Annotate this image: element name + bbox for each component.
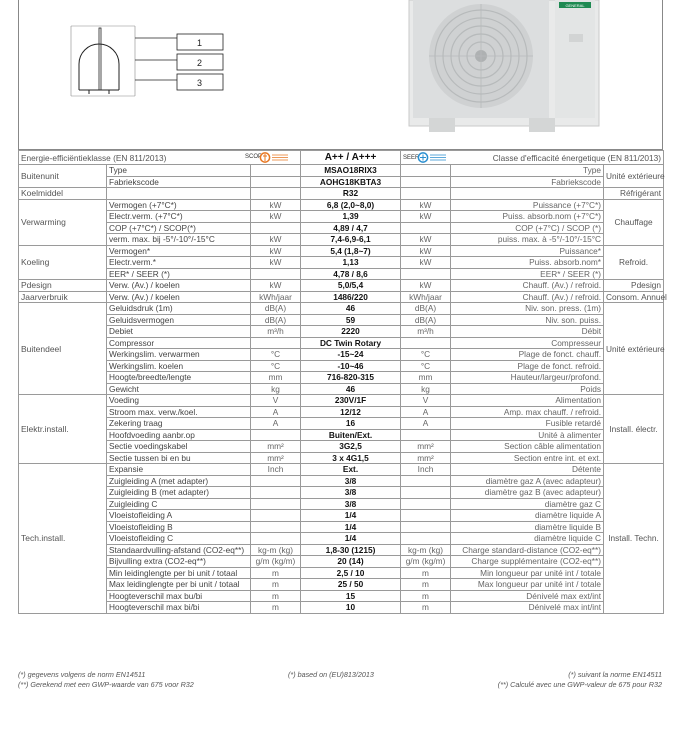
param-label-nl: Vloeistofleiding A — [107, 510, 251, 522]
param-label-nl: Electr.verm. (+7°C*) — [107, 211, 251, 223]
unit-nl — [251, 222, 301, 234]
spec-row — [19, 418, 664, 430]
unit-fr: kg-m (kg) — [401, 544, 451, 556]
param-label-fr: Puiss. absorb.nom* — [451, 257, 604, 269]
unit-fr — [401, 475, 451, 487]
param-label-fr: Charge supplémentaire (CO2-eq**) — [451, 556, 604, 568]
unit-nl: kW — [251, 257, 301, 269]
param-value: 2220 — [301, 326, 401, 338]
energy-class-row — [19, 151, 664, 165]
unit-fr: mm — [401, 372, 451, 384]
param-value: 4,78 / 8,6 — [301, 268, 401, 280]
spec-row — [19, 429, 664, 441]
spec-row — [19, 337, 664, 349]
param-label-nl: COP (+7°C*) / SCOP(*) — [107, 222, 251, 234]
footnote-fr-1: (*) suivant la norme EN14511 — [568, 670, 662, 679]
unit-fr: kWh/jaar — [401, 291, 451, 303]
scop-tag: SCOP — [245, 154, 263, 160]
unit-fr: kW — [401, 257, 451, 269]
category-fr: Install. électr. — [604, 395, 664, 464]
unit-nl: m — [251, 567, 301, 579]
param-label-fr: puiss. max. à -5°/-10°/-15°C — [451, 234, 604, 246]
param-label-nl: Compressor — [107, 337, 251, 349]
param-label-nl: Sectie tussen bi en bu — [107, 452, 251, 464]
param-label-nl: Geluidsvermogen — [107, 314, 251, 326]
param-value: 1/4 — [301, 533, 401, 545]
unit-nl: kW — [251, 199, 301, 211]
param-value: -15~24 — [301, 349, 401, 361]
unit-nl: mm² — [251, 441, 301, 453]
category-fr: Consom. Annuel — [604, 291, 664, 303]
unit-nl: kW — [251, 234, 301, 246]
param-value: 59 — [301, 314, 401, 326]
category-nl: Buitenunit — [19, 165, 107, 188]
spec-row — [19, 498, 664, 510]
param-value: 1/4 — [301, 521, 401, 533]
unit-fr — [401, 429, 451, 441]
category-nl: Buitendeel — [19, 303, 107, 395]
heating-energy-icon — [259, 152, 289, 163]
spec-row — [19, 165, 664, 177]
param-label-fr: Charge standard-distance (CO2-eq**) — [451, 544, 604, 556]
param-label-nl: Verw. (Av.) / koelen — [107, 280, 251, 292]
param-label-fr: Hauteur/largeur/profond. — [451, 372, 604, 384]
param-label-fr: COP (+7°C) / SCOP (*) — [451, 222, 604, 234]
terminal-1-label: 1 — [197, 38, 203, 48]
spec-row — [19, 211, 664, 223]
unit-fr: °C — [401, 360, 451, 372]
spec-row — [19, 383, 664, 395]
param-label-fr: Dénivelé max ext/int — [451, 590, 604, 602]
param-label-fr: diamètre gaz A (avec adapteur) — [451, 475, 604, 487]
param-label-nl: Geluidsdruk (1m) — [107, 303, 251, 315]
spec-row — [19, 257, 664, 269]
unit-fr: mm² — [401, 441, 451, 453]
param-value: MSAO18RIX3 — [301, 165, 401, 177]
category-nl: Tech.install. — [19, 464, 107, 614]
energy-class-value — [245, 151, 401, 165]
unit-fr — [401, 337, 451, 349]
param-label-fr: diamètre gaz B (avec adapteur) — [451, 487, 604, 499]
category-nl: Verwarming — [19, 199, 107, 245]
unit-nl — [251, 176, 301, 188]
param-label-nl: Debiet — [107, 326, 251, 338]
param-label-fr: diamètre liquide C — [451, 533, 604, 545]
param-value: Buiten/Ext. — [301, 429, 401, 441]
unit-nl: °C — [251, 360, 301, 372]
param-value: 3/8 — [301, 498, 401, 510]
wiring-terminal-diagram — [67, 22, 237, 97]
unit-nl — [251, 487, 301, 499]
unit-fr: A — [401, 406, 451, 418]
footnote-nl-2: (**) Gerekend met een GWP-waarde van 675 voor R32 — [18, 680, 194, 689]
footnote-nl-1: (*) gegevens volgens de norm EN14511 — [18, 670, 146, 679]
param-label-nl: Min leidinglengte per bi unit / totaal — [107, 567, 251, 579]
param-label-fr: Compresseur — [451, 337, 604, 349]
param-value: 4,89 / 4,7 — [301, 222, 401, 234]
param-label-nl: Verw. (Av.) / koelen — [107, 291, 251, 303]
unit-nl: m — [251, 590, 301, 602]
param-value: -10~46 — [301, 360, 401, 372]
spec-row — [19, 406, 664, 418]
spec-row — [19, 360, 664, 372]
param-label-fr: Chauff. (Av.) / refroid. — [451, 280, 604, 292]
spec-row — [19, 579, 664, 591]
param-label-fr: Puissance* — [451, 245, 604, 257]
category-fr: Pdesign — [604, 280, 664, 292]
unit-fr — [401, 176, 451, 188]
param-label-fr — [451, 188, 604, 200]
unit-nl — [251, 475, 301, 487]
param-value: 3 x 4G1,5 — [301, 452, 401, 464]
spec-row — [19, 441, 664, 453]
unit-nl: dB(A) — [251, 303, 301, 315]
param-label-fr: Plage de fonct. refroid. — [451, 360, 604, 372]
spec-row — [19, 234, 664, 246]
unit-nl: g/m (kg/m) — [251, 556, 301, 568]
unit-nl: kg-m (kg) — [251, 544, 301, 556]
param-label-fr: Amp. max chauff. / refroid. — [451, 406, 604, 418]
unit-nl: mm — [251, 372, 301, 384]
unit-fr: m — [401, 602, 451, 614]
unit-fr: °C — [401, 349, 451, 361]
param-label-nl: Zuigleiding A (met adapter) — [107, 475, 251, 487]
unit-fr — [401, 268, 451, 280]
param-value: Ext. — [301, 464, 401, 476]
unit-nl: kWh/jaar — [251, 291, 301, 303]
unit-nl: m — [251, 602, 301, 614]
param-label-fr: Section entre int. et ext. — [451, 452, 604, 464]
category-fr: Réfrigérant — [604, 188, 664, 200]
param-label-nl: Hoofdvoeding aanbr.op — [107, 429, 251, 441]
footnote-fr-2: (**) Calculé avec une GWP-valeur de 675 pour R32 — [497, 680, 662, 689]
param-label-nl: Stroom max. verw./koel. — [107, 406, 251, 418]
unit-fr — [401, 487, 451, 499]
param-label-fr: diamètre liquide A — [451, 510, 604, 522]
param-label-fr: Section câble alimentation — [451, 441, 604, 453]
spec-row — [19, 464, 664, 476]
param-label-fr: diamètre gaz C — [451, 498, 604, 510]
footnote-mid: (*) based on (EU)813/2013 — [288, 670, 374, 679]
energy-class-label-nl: Energie-efficiëntieklasse (EN 811/2013) — [19, 151, 301, 165]
param-value: DC Twin Rotary — [301, 337, 401, 349]
unit-nl — [251, 521, 301, 533]
energy-class-label-fr-text: Classe d'efficacité énergetique (EN 811/2013) — [492, 152, 662, 163]
param-label-nl: Max leidinglengte per bi unit / totaal — [107, 579, 251, 591]
param-label-nl: verm. max. bij -5°/-10°/-15°C — [107, 234, 251, 246]
param-label-fr: Fabriekscode — [451, 176, 604, 188]
spec-table — [18, 150, 667, 614]
param-value: 2,5 / 10 — [301, 567, 401, 579]
param-label-fr: EER* / SEER (*) — [451, 268, 604, 280]
unit-fr: Inch — [401, 464, 451, 476]
unit-nl — [251, 498, 301, 510]
param-value: 25 / 50 — [301, 579, 401, 591]
param-label-fr: Plage de fonct. chauff. — [451, 349, 604, 361]
unit-fr: kg — [401, 383, 451, 395]
unit-nl — [251, 533, 301, 545]
spec-row — [19, 245, 664, 257]
terminal-3-label: 3 — [197, 78, 203, 88]
param-label-nl: Vloeistofleiding B — [107, 521, 251, 533]
spec-row — [19, 188, 664, 200]
param-label-fr: Type — [451, 165, 604, 177]
param-label-nl: Electr.verm.* — [107, 257, 251, 269]
param-value: 716-820-315 — [301, 372, 401, 384]
category-nl: Koeling — [19, 245, 107, 280]
param-value: 3/8 — [301, 475, 401, 487]
param-label-nl: Bijvulling extra (CO2-eq**) — [107, 556, 251, 568]
param-value: R32 — [301, 188, 401, 200]
unit-nl: A — [251, 418, 301, 430]
unit-fr — [401, 510, 451, 522]
param-label-nl: Vermogen* — [107, 245, 251, 257]
unit-fr: kW — [401, 211, 451, 223]
spec-row — [19, 544, 664, 556]
unit-fr: V — [401, 395, 451, 407]
unit-nl — [251, 510, 301, 522]
param-label-fr: Poids — [451, 383, 604, 395]
category-fr: Refroid. — [604, 245, 664, 280]
spec-row — [19, 487, 664, 499]
unit-nl — [251, 165, 301, 177]
unit-fr: dB(A) — [401, 314, 451, 326]
unit-fr: m — [401, 579, 451, 591]
param-label-nl — [107, 188, 251, 200]
spec-row — [19, 326, 664, 338]
unit-nl: kW — [251, 280, 301, 292]
param-label-nl: Gewicht — [107, 383, 251, 395]
param-label-fr: Niv. son. press. (1m) — [451, 303, 604, 315]
param-label-nl: Werkingslim. verwarmen — [107, 349, 251, 361]
category-fr: Unité extérieure — [604, 303, 664, 395]
param-label-nl: Zuigleiding C — [107, 498, 251, 510]
unit-fr: m — [401, 567, 451, 579]
unit-fr: m — [401, 590, 451, 602]
param-label-nl: Type — [107, 165, 251, 177]
param-label-fr: diamètre liquide B — [451, 521, 604, 533]
param-value: 1,8-30 (1215) — [301, 544, 401, 556]
spec-row — [19, 475, 664, 487]
param-label-fr: Min longueur par unité int / totale — [451, 567, 604, 579]
spec-row — [19, 533, 664, 545]
param-label-fr: Chauff. (Av.) / refroid. — [451, 291, 604, 303]
param-label-nl: Hoogteverschil max bu/bi — [107, 590, 251, 602]
unit-fr: g/m (kg/m) — [401, 556, 451, 568]
unit-nl: mm² — [251, 452, 301, 464]
unit-nl: kg — [251, 383, 301, 395]
unit-nl: kW — [251, 245, 301, 257]
unit-fr — [401, 188, 451, 200]
unit-nl: Inch — [251, 464, 301, 476]
param-label-fr: Débit — [451, 326, 604, 338]
category-nl: Pdesign — [19, 280, 107, 292]
param-label-nl: Hoogteverschil max bi/bi — [107, 602, 251, 614]
param-value: 230V/1F — [301, 395, 401, 407]
spec-row — [19, 303, 664, 315]
energy-class-text: A++ / A+++ — [324, 152, 377, 163]
unit-fr: kW — [401, 234, 451, 246]
spec-row — [19, 372, 664, 384]
category-fr: Chauffage — [604, 199, 664, 245]
category-fr: Unité extérieure — [604, 165, 664, 188]
unit-fr: A — [401, 418, 451, 430]
spec-row — [19, 556, 664, 568]
param-label-nl: Zuigleiding B (met adapter) — [107, 487, 251, 499]
unit-fr: kW — [401, 280, 451, 292]
param-value: 16 — [301, 418, 401, 430]
param-value: 1,39 — [301, 211, 401, 223]
param-value: 46 — [301, 303, 401, 315]
param-value: 10 — [301, 602, 401, 614]
unit-nl: V — [251, 395, 301, 407]
spec-row — [19, 521, 664, 533]
param-label-nl: Vermogen (+7°C*) — [107, 199, 251, 211]
param-label-nl: Zekering traag — [107, 418, 251, 430]
param-value: 46 — [301, 383, 401, 395]
cooling-energy-icon — [417, 152, 447, 163]
param-label-nl: Hoogte/breedte/lengte — [107, 372, 251, 384]
param-value: 3/8 — [301, 487, 401, 499]
unit-fr: mm² — [401, 452, 451, 464]
param-value: 1486/220 — [301, 291, 401, 303]
param-label-nl: EER* / SEER (*) — [107, 268, 251, 280]
unit-nl — [251, 429, 301, 441]
param-value: 5,4 (1,8~7) — [301, 245, 401, 257]
param-label-nl: Standaardvulling-afstand (CO2-eq**) — [107, 544, 251, 556]
spec-row — [19, 395, 664, 407]
param-label-nl: Werkingslim. koelen — [107, 360, 251, 372]
spec-row — [19, 268, 664, 280]
unit-nl: dB(A) — [251, 314, 301, 326]
param-label-fr: Max longueur par unité int / totale — [451, 579, 604, 591]
unit-fr: dB(A) — [401, 303, 451, 315]
param-label-nl: Voeding — [107, 395, 251, 407]
param-value: 5,0/5,4 — [301, 280, 401, 292]
spec-row — [19, 222, 664, 234]
category-nl: Koelmiddel — [19, 188, 107, 200]
param-label-fr: Alimentation — [451, 395, 604, 407]
param-value: AOHG18KBTA3 — [301, 176, 401, 188]
param-value: 1,13 — [301, 257, 401, 269]
param-label-fr: Puissance (+7°C*) — [451, 199, 604, 211]
unit-nl: A — [251, 406, 301, 418]
unit-fr — [401, 521, 451, 533]
param-label-fr: Détente — [451, 464, 604, 476]
spec-row — [19, 176, 664, 188]
unit-fr: m³/h — [401, 326, 451, 338]
seer-tag: SEER — [403, 155, 420, 161]
unit-fr: kW — [401, 245, 451, 257]
product-header-frame — [18, 0, 663, 150]
unit-fr — [401, 222, 451, 234]
unit-nl — [251, 188, 301, 200]
param-label-nl: Vloeistofleiding C — [107, 533, 251, 545]
param-value: 6,8 (2,0~8,0) — [301, 199, 401, 211]
unit-fr: kW — [401, 199, 451, 211]
spec-row — [19, 291, 664, 303]
spec-row — [19, 199, 664, 211]
spec-row — [19, 602, 664, 614]
unit-nl: m — [251, 579, 301, 591]
param-label-fr: Niv. son. puiss. — [451, 314, 604, 326]
outdoor-unit-image — [409, 0, 599, 142]
param-value: 3G2,5 — [301, 441, 401, 453]
unit-fr — [401, 165, 451, 177]
brand-badge-text: GENERAL — [565, 3, 585, 8]
param-label-nl: Sectie voedingskabel — [107, 441, 251, 453]
spec-row — [19, 510, 664, 522]
unit-nl: m³/h — [251, 326, 301, 338]
spec-row — [19, 280, 664, 292]
param-value: 7,4-6,9-6,1 — [301, 234, 401, 246]
param-label-fr: Dénivelé max int/int — [451, 602, 604, 614]
spec-row — [19, 314, 664, 326]
spec-row — [19, 349, 664, 361]
energy-class-label-fr — [401, 151, 664, 165]
category-nl: Elektr.install. — [19, 395, 107, 464]
unit-nl — [251, 337, 301, 349]
unit-nl: °C — [251, 349, 301, 361]
param-label-fr: Puiss. absorb.nom (+7°C*) — [451, 211, 604, 223]
unit-fr — [401, 533, 451, 545]
param-value: 15 — [301, 590, 401, 602]
param-value: 12/12 — [301, 406, 401, 418]
spec-row — [19, 590, 664, 602]
spec-row — [19, 452, 664, 464]
param-label-fr: Unité à alimenter — [451, 429, 604, 441]
param-label-nl: Fabriekscode — [107, 176, 251, 188]
category-nl: Jaarverbruik — [19, 291, 107, 303]
unit-fr — [401, 498, 451, 510]
param-value: 1/4 — [301, 510, 401, 522]
param-label-fr: Fusible retardé — [451, 418, 604, 430]
terminal-2-label: 2 — [197, 58, 203, 68]
unit-nl — [251, 268, 301, 280]
category-fr: Install. Techn. — [604, 464, 664, 614]
param-label-nl: Expansie — [107, 464, 251, 476]
param-value: 20 (14) — [301, 556, 401, 568]
unit-nl: kW — [251, 211, 301, 223]
spec-row — [19, 567, 664, 579]
